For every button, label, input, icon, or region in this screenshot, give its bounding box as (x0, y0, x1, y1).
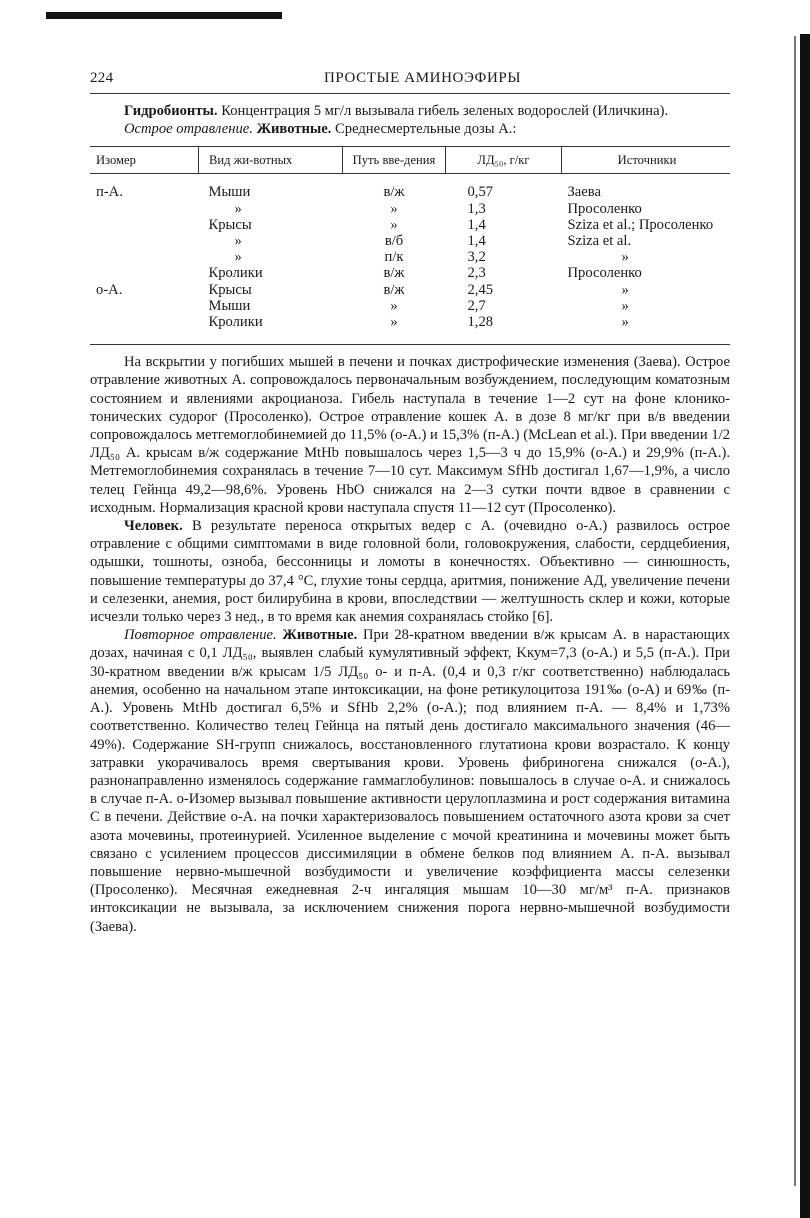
repeated-animals-heading: Животные. (276, 627, 358, 644)
cell-route: » (390, 297, 398, 314)
repeated-heading: Повторное отравление. (124, 627, 277, 644)
human-text: В результате переноса открытых ведер с А. (очевидно о-А.) развилось острое отравление с общими симптомами в виде головной боли, головокружения, слабости, сердцебиения, одышки, тошноты, озноба, бессонницы и ломоты в конечностях. Объективно — синюшность, повышение температуры до 37,4 °С, глухие тоны сердца, аритмия, понижение АД, увеличение печени и селезенки, анемия, рост билирубина в крови, впоследствии — желтушность склер и кожи, которые исчезли только через 3 нед., в то время как анемия сохранялась стойко [6]. (90, 518, 730, 626)
scan-edge-right-line (794, 36, 796, 1186)
cell-route: в/б (384, 233, 404, 250)
cell-isomer (90, 233, 199, 249)
paragraph-repeated (90, 626, 730, 935)
cell-species: Мыши (208, 297, 251, 314)
running-title: ПРОСТЫЕ АМИНОЭФИРЫ (323, 70, 522, 86)
cell-source: Заева (567, 184, 601, 201)
cell-isomer (90, 201, 199, 217)
cell-ld50: 2,45 (467, 281, 494, 298)
cell-isomer: п-А. (96, 184, 123, 201)
ld50-table (90, 146, 730, 344)
cell-route: » (390, 314, 398, 331)
table-row (90, 201, 730, 217)
cell-source: » (621, 297, 629, 314)
col-species: Вид жи-вотных (199, 147, 343, 174)
table-bottom-rule (90, 344, 730, 345)
hydrobionts-heading: Гидробионты. (124, 103, 218, 119)
cell-isomer: о-А. (96, 281, 123, 298)
table-row (90, 233, 730, 249)
repeated-text: При 28-кратном введении в/ж крысам А. в нарастающих дозах, начиная с 0,1 ЛД₅₀, выявлен слабый кумулятивный эффект, Kкум=7,3 (о-А.) и 5,5 (п-А.). При 30-кратном введении в/ж крысам 1/5 ЛД₅₀ о- и п-А. (0,4 и 0,3 г/кг соответственно) наблюдалась анемия, особенно на начальном этапе интоксикации, на фоне ретикулоцитоза 191‰ (о-А) и 69‰ (п-А.). Уровень MtHb достигал 6,5% и SfHb 2,2% (о-А.); под влиянием п-А. — 8,4% и 1,73% соответственно. Количество телец Гейнца на пятый день достигало максимального значения (46—49%). Содержание SH-групп снижалось, восстановленного глутатиона крови возрастало. К концу затравки укорачивалось время свертывания крови. Уровень фибриногена снижался (о-А.), разнонаправленно изменялось содержание гаммаглобулинов: повышалось в случае о-А. и снижалось в случае п-А. о-Изомер вызывал повышение активности церулоплазмина и рост содержания витамина С в печени. Действие о-А. на почки характеризовалось повышением остаточного азота крови за счет азота мочевины, протеинурией. Усиленное выделение с мочой креатинина и мочевины может быть связано с усилением процессов диссимиляции в обмене белков под влиянием А. п-А. вызывал повышение нервно-мышечной возбудимости и увеличение коэффициента массы селезенки (Просоленко). Месячная ежедневная 2-ч ингаляция мышам 10—30 мг/м³ п-А. признаков интоксикации не вызывала, за исключением снижения порога нервно-мышечной возбудимости (Заева). (90, 627, 730, 935)
cell-source: Просоленко (567, 200, 642, 217)
table-row (90, 265, 730, 281)
cell-ld50: 2,7 (467, 297, 486, 314)
cell-ld50: 3,2 (467, 249, 486, 266)
table-row (90, 298, 730, 314)
cell-source: Sziza et al. (567, 233, 632, 250)
cell-ld50: 0,57 (467, 184, 494, 201)
cell-ld50: 1,3 (467, 200, 486, 217)
cell-source: » (621, 314, 629, 331)
col-route: Путь вве-дения (343, 147, 446, 174)
cell-ld50: 2,3 (467, 265, 486, 282)
cell-species: Кролики (208, 314, 263, 331)
table-row (90, 314, 730, 344)
human-heading: Человек. (124, 518, 183, 535)
cell-source: » (621, 281, 629, 298)
cell-species: » (234, 233, 242, 250)
page-header (90, 70, 730, 87)
cell-species: Кролики (208, 265, 263, 282)
cell-isomer (90, 249, 199, 265)
table-header-row (90, 147, 730, 174)
paragraph-autopsy: На вскрытии у погибших мышей в печени и почках дистрофические изменения (Заева). Острое отравление животных А. сопровождалось первоначальным возбуждением, последующим коматозным состоянием и явлениями акроцианоза. Гибель наступала в течение 1—2 сут на фоне клонико-тонических судорог (Просоленко). Острое отравление кошек А. в дозе 8 мг/кг при в/в введении сопровождалось метгемоглобинемией до 11,5% (о-А.) и 15,3% (п-А.) (McLean et al.). При введении 1/2 ЛД₅₀ А. крысам в/ж содержание MtHb повышалось через 1,5—3 ч до 15,9% (о-А.) и 29,9% (п-А.). Метгемоглобинемия сохранялась в течение 7—10 сут. Максимум SfHb достигал 1,67—1,9%, а число телец Гейнца 49,2—98,6%. Уровень HbO снижался на 2—3 сутки почти вдвое в сравнении с исходным. Нормализация красной крови наступала спустя 11—12 сут (Просоленко). (90, 354, 730, 516)
cell-route: » (390, 216, 398, 233)
acute-animals-heading: Животные. (252, 121, 332, 138)
table-row (90, 249, 730, 265)
cell-species: » (234, 200, 242, 217)
cell-route: в/ж (383, 184, 405, 201)
scan-edge-right (800, 34, 810, 1218)
col-isomer: Изомер (90, 147, 199, 174)
cell-source: » (621, 249, 629, 266)
cell-source: Sziza et al.; Просоленко (567, 216, 714, 233)
table-row (90, 174, 730, 201)
cell-route: » (390, 200, 398, 217)
cell-route: в/ж (383, 265, 405, 282)
cell-ld50: 1,4 (467, 233, 486, 250)
col-ld50: ЛД₅₀, г/кг (446, 147, 562, 174)
cell-route: п/к (384, 249, 404, 266)
cell-species: Мыши (208, 184, 251, 201)
acute-heading: Острое отравление. (124, 121, 253, 138)
paragraph-acute-intro (90, 120, 730, 138)
cell-source: Просоленко (567, 265, 642, 282)
cell-isomer (90, 217, 199, 233)
cell-species: Крысы (208, 281, 252, 298)
paragraph-hydrobionts (90, 102, 730, 120)
cell-ld50: 1,28 (467, 314, 494, 331)
book-page (90, 70, 730, 936)
col-sources: Источники (562, 147, 731, 174)
page-number: 224 (90, 70, 114, 86)
hydrobionts-text: Концентрация 5 мг/л вызывала гибель зеленых водорослей (Иличкина). (217, 103, 669, 119)
scan-edge-top (46, 12, 282, 19)
cell-isomer (90, 298, 199, 314)
table-row (90, 217, 730, 233)
cell-species: Крысы (208, 216, 252, 233)
cell-species: » (234, 249, 242, 266)
acute-intro-text: Среднесмертельные дозы А.: (331, 121, 517, 138)
table-row (90, 282, 730, 298)
paragraph-human (90, 517, 730, 626)
cell-ld50: 1,4 (467, 216, 486, 233)
cell-isomer (90, 265, 199, 281)
header-rule (90, 93, 730, 94)
cell-isomer (90, 314, 199, 344)
cell-route: в/ж (383, 281, 405, 298)
